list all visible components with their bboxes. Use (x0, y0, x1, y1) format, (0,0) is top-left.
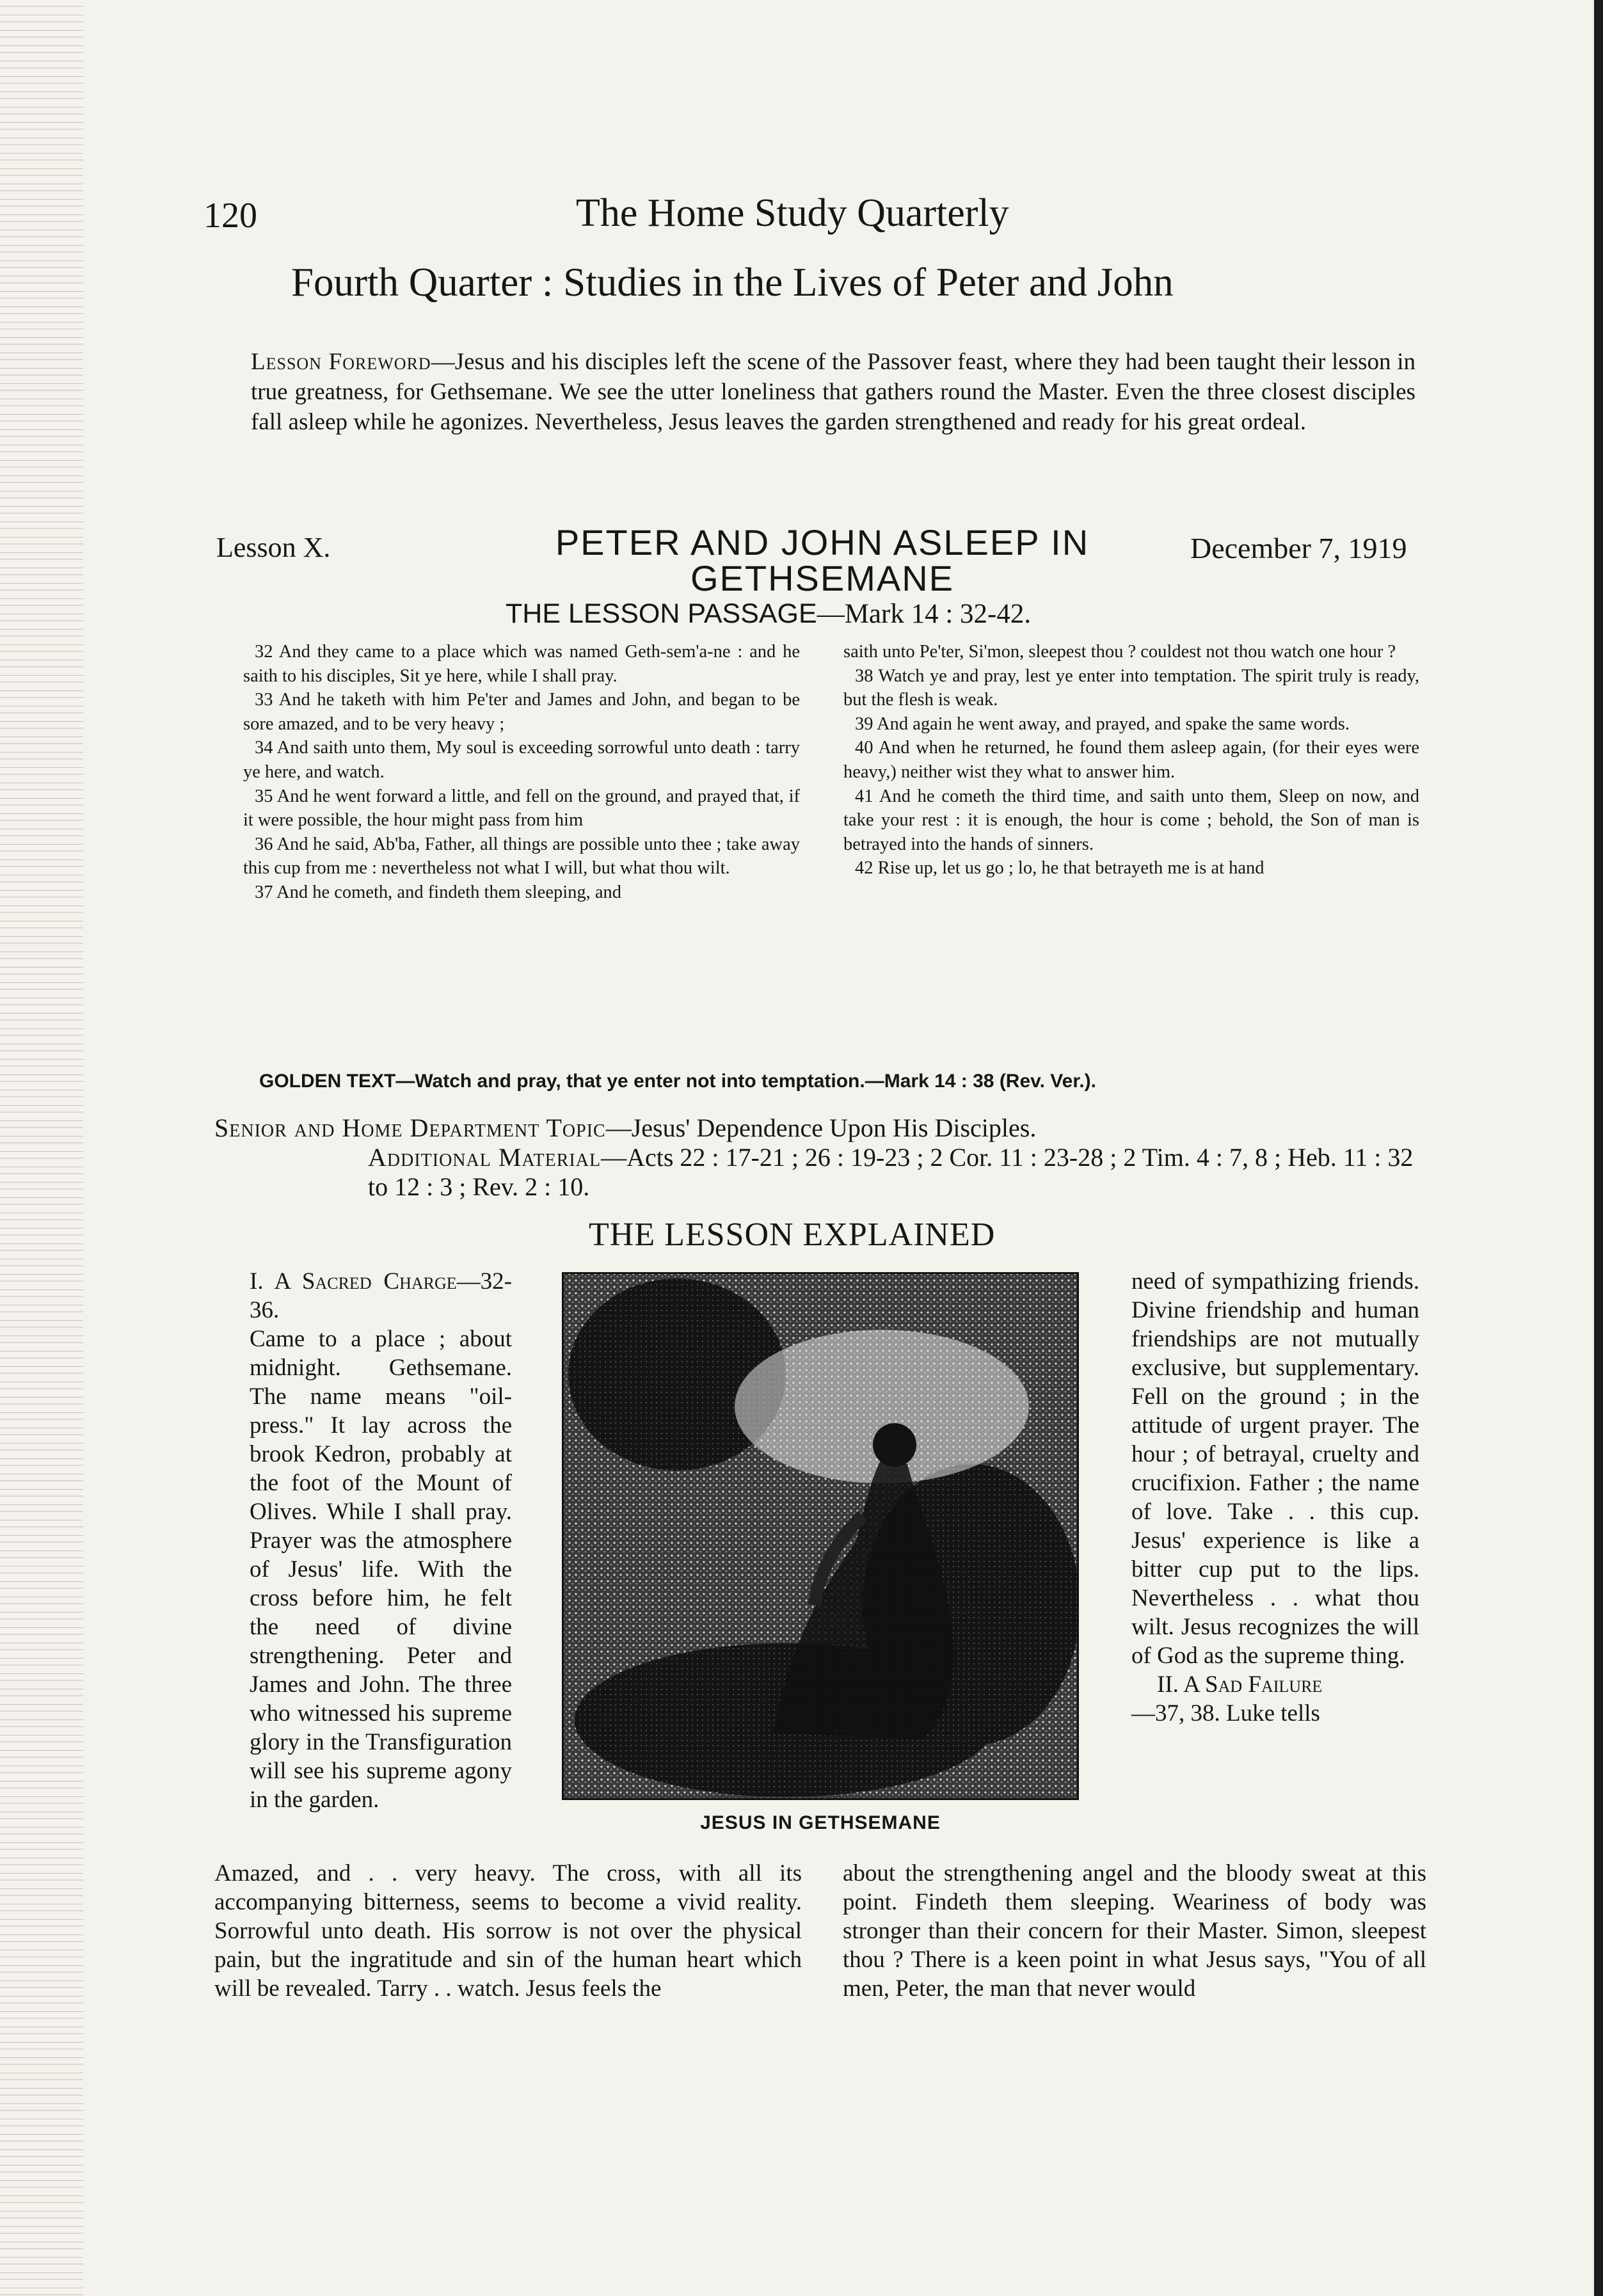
jesus-in-gethsemane-illustration (562, 1272, 1079, 1800)
lesson-passage-heading (506, 598, 1031, 630)
quarter-title: Fourth Quarter : Studies in the Lives of Peter and John (291, 260, 1174, 305)
senior-home-topic (214, 1113, 1437, 1202)
verse: 41 And he cometh the third time, and saith unto them, Sleep on now, and take your rest : it is enough, the hour is come ; behold, the Son of man is betrayed into the hands of sinners. (843, 786, 1419, 854)
section-2-ref-line (1131, 1699, 1419, 1728)
lesson-number: Lesson X. (216, 532, 331, 563)
figure-caption: JESUS IN GETHSEMANE (700, 1812, 941, 1833)
lesson-title-line-1: PETER AND JOHN ASLEEP IN (555, 522, 1090, 562)
explanation-bottom-left: Amazed, and . . very heavy. The cross, with all its accompanying bitterness, seems to become a vivid reality. Sorrowful unto death. His sorrow is not over the physical pain, but the ingratitude and sin of the human heart which will be revealed. Tarry . . watch. Jesus feels the (214, 1860, 802, 2002)
section-2-continuation: Luke tells (1226, 1700, 1320, 1726)
verse: 36 And he said, Ab'ba, Father, all things are possible unto thee ; take away this cup from me : nevertheless not what I will, but what thou wilt. (243, 834, 800, 879)
topic-title: —Jesus' Dependence Upon His Disciples. (605, 1113, 1037, 1142)
lesson-title-line-2: GETHSEMANE (690, 558, 955, 598)
passage-label: THE LESSON PASSAGE (506, 598, 817, 629)
running-head: The Home Study Quarterly (576, 191, 1009, 235)
verse: 42 Rise up, let us go ; lo, he that betrayeth me is at hand (855, 858, 1264, 879)
explanation-left-column (250, 1267, 512, 1814)
explanation-right-column (1131, 1267, 1419, 1728)
foreword-lead: Lesson Foreword (251, 349, 431, 375)
section-1-ref: —32-36. (250, 1268, 512, 1323)
section-1-heading (250, 1267, 512, 1325)
topic-label: Senior and Home Department Topic (214, 1113, 606, 1142)
lesson-title (493, 522, 1152, 598)
explanation-bottom-right: about the strengthening angel and the bloody sweat at this point. Findeth them sleeping. Weariness of body was stronger than their concern for their Master. Simon, sleepest thou ? There is a keen point in what Jesus says, "You of all men, Peter, the man that never would (843, 1860, 1426, 2002)
scripture-left-column (243, 640, 800, 905)
foreword-text: —Jesus and his disciples left the scene of the Passover feast, where they had been taught their lesson in true greatness, for Gethsemane. We see the utter loneliness that gathers round the Master. Even the three closest disciples fall asleep while he agonizes. Nevertheless, Jesus leaves the garden strengthened and ready for his great ordeal. (251, 349, 1416, 435)
lesson-explained-heading: THE LESSON EXPLAINED (589, 1216, 996, 1253)
lesson-date: December 7, 1919 (1190, 532, 1407, 564)
verse: 40 And when he returned, he found them asleep again, (for their eyes were heavy,) neither wist they what to answer him. (843, 738, 1419, 782)
lesson-foreword (251, 347, 1416, 437)
verse: 32 And they came to a place which was named Geth-sem'a-ne : and he saith to his disciples, Sit ye here, while I shall pray. (243, 642, 800, 686)
page-number: 120 (203, 196, 257, 235)
golden-text: GOLDEN TEXT—Watch and pray, that ye enter not into temptation.—Mark 14 : 38 (Rev. Ver.). (259, 1071, 1097, 1092)
section-2-title: II. A Sad Failure (1157, 1671, 1323, 1698)
verse: 37 And he cometh, and findeth them sleeping, and (255, 882, 622, 902)
verse: 34 And saith unto them, My soul is exceeding sorrowful unto death : tarry ye here, and watch. (243, 738, 800, 782)
section-2-ref: —37, 38. (1131, 1700, 1220, 1726)
verse: 35 And he went forward a little, and fell on the ground, and prayed that, if it were possible, the hour might pass from him (243, 786, 800, 831)
scan-right-margin (1594, 0, 1603, 2296)
additional-material-refs: —Acts 22 : 17-21 ; 26 : 19-23 ; 2 Cor. 11 : 23-28 ; 2 Tim. 4 : 7, 8 ; Heb. 11 : 32 to 12 : 3 ; Rev. 2 : 10. (368, 1143, 1414, 1201)
verse: 38 Watch ye and pray, lest ye enter into temptation. The spirit truly is ready, but the flesh is weak. (843, 666, 1419, 710)
verse: 33 And he taketh with him Pe'ter and James and John, and began to be sore amazed, and to be very heavy ; (243, 690, 800, 734)
section-2-heading (1131, 1670, 1419, 1699)
verse: 39 And again he went away, and prayed, and spake the same words. (855, 714, 1350, 734)
scan-left-margin (0, 0, 83, 2296)
additional-material-label: Additional Material (368, 1143, 602, 1172)
verse: saith unto Pe'ter, Si'mon, sleepest thou ? couldest not thou watch one hour ? (843, 642, 1396, 662)
scripture-right-column (843, 640, 1419, 881)
additional-material (214, 1143, 1437, 1202)
explanation-paragraph: Came to a place ; about midnight. Gethsemane. The name means "oil-press." It lay across the brook Kedron, probably at the foot of the Mount of Olives. While I shall pray. Prayer was the atmosphere of Jesus' life. With the cross before him, he felt the need of divine strengthening. Peter and James and John. The three who witnessed his supreme glory in the Transfiguration will see his supreme agony in the garden. (250, 1326, 512, 1813)
explanation-paragraph: need of sympathizing friends. Divine friendship and human friendships are not mutually exclusive, but supplementary. Fell on the ground ; in the attitude of urgent prayer. The hour ; of betrayal, cruelty and crucifixion. Father ; the name of love. Take . . this cup. Jesus' experience is like a bitter cup put to the lips. Nevertheless . . what thou wilt. Jesus recognizes the will of God as the supreme thing. (1131, 1268, 1419, 1669)
passage-reference: —Mark 14 : 32-42. (817, 599, 1032, 629)
section-1-title: I. A Sacred Charge (250, 1268, 457, 1295)
